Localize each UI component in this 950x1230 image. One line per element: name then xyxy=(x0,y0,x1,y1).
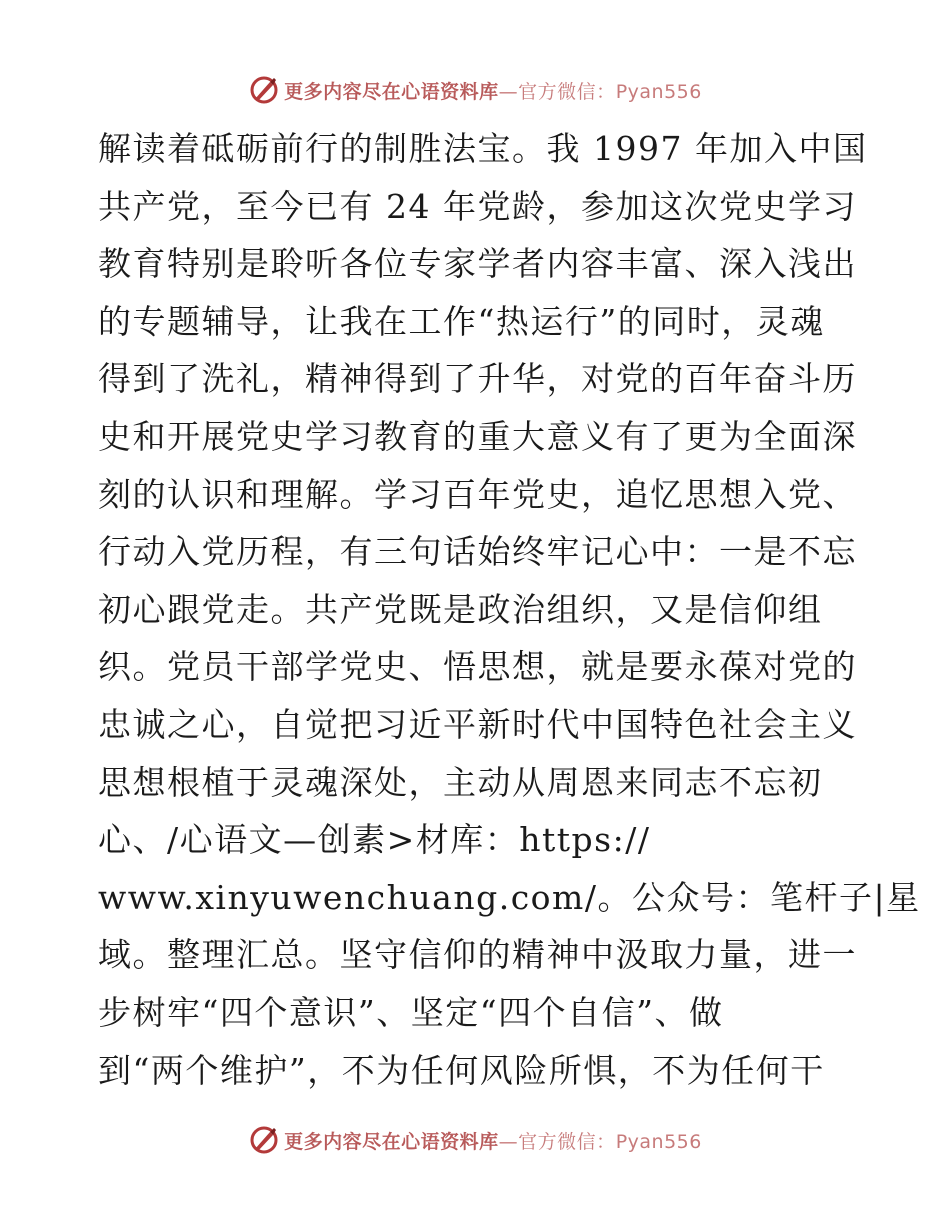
footer-banner-sep: —官方微信： xyxy=(498,1130,616,1153)
text-line: 的专题辅导，让我在工作“热运行”的同时，灵魂 xyxy=(98,301,825,341)
header-banner-id: Pyan556 xyxy=(615,80,702,103)
text-line: 刻的认识和理解。学习百年党史，追忆思想入党、 xyxy=(98,474,857,514)
text-line: 思想根植于灵魂深处，主动从周恩来同志不忘初 xyxy=(98,762,823,802)
header-banner xyxy=(0,70,950,110)
text-line: 步树牢“四个意识”、坚定“四个自信”、做 xyxy=(98,992,724,1032)
text-line: 织。党员干部学党史、悟思想，就是要永葆对党的 xyxy=(98,647,857,687)
pen-logo-icon xyxy=(248,74,280,106)
footer-banner-main: 更多内容尽在心语资料库 xyxy=(284,1130,499,1153)
text-line: 教育特别是聆听各位专家学者内容丰富、深入浅出 xyxy=(98,244,857,284)
pen-logo-icon xyxy=(248,1124,280,1156)
header-banner-sep: —官方微信： xyxy=(498,80,616,103)
text-line: 解读着砥砺前行的制胜法宝。我 1997 年加入中国 xyxy=(98,129,868,168)
body-text xyxy=(98,120,921,1099)
header-banner-text xyxy=(284,77,702,104)
footer-banner-text xyxy=(284,1127,702,1154)
header-banner-main: 更多内容尽在心语资料库 xyxy=(284,80,499,103)
text-line: 共产党，至今已有 24 年党龄，参加这次党史学习 xyxy=(98,186,857,226)
text-line: 初心跟党走。共产党既是政治组织，又是信仰组 xyxy=(98,589,823,629)
text-line: 到“两个维护”，不为任何风险所惧，不为任何干 xyxy=(98,1050,825,1090)
text-line: 忠诚之心，自觉把习近平新时代中国特色社会主义 xyxy=(98,704,857,744)
text-line: 行动入党历程，有三句话始终牢记心中：一是不忘 xyxy=(98,532,857,572)
text-line: 史和开展党史学习教育的重大意义有了更为全面深 xyxy=(98,416,857,456)
text-line: 域。整理汇总。坚守信仰的精神中汲取力量，进一 xyxy=(98,935,857,975)
text-line: 得到了洗礼，精神得到了升华，对党的百年奋斗历 xyxy=(98,359,857,399)
text-line: www.xinyuwenchuang.com/。公众号：笔杆子|星 xyxy=(98,877,921,917)
footer-banner-id: Pyan556 xyxy=(615,1130,702,1153)
text-line: 心、/心语文—创素>材库：https:// xyxy=(98,820,651,860)
footer-banner xyxy=(0,1120,950,1160)
